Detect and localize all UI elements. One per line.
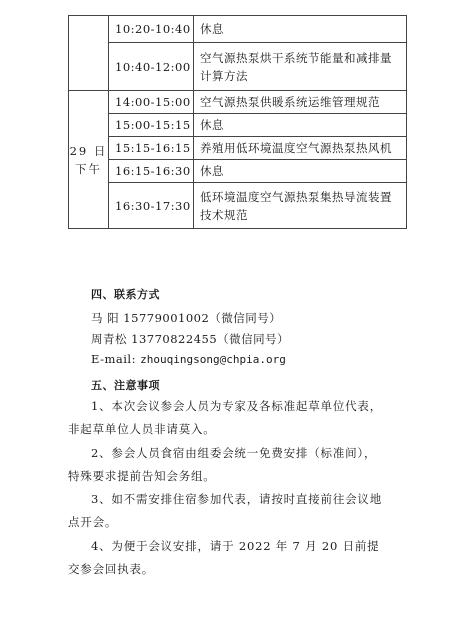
email-label: E-mail: <box>91 352 136 366</box>
time-cell: 14:00-15:00 <box>109 91 194 114</box>
time-cell: 16:30-17:30 <box>109 183 194 229</box>
topic-cell: 空气源热泵烘干系统节能量和减排量计算方法 <box>194 43 407 91</box>
email-link[interactable]: zhouqingsong@chpia.org <box>140 353 286 366</box>
time-cell: 10:40-12:00 <box>109 43 194 91</box>
table-row <box>69 16 407 43</box>
table-row <box>69 114 407 137</box>
time-cell: 10:20-10:40 <box>109 16 194 43</box>
topic-cell: 休息 <box>194 16 407 43</box>
table-row <box>69 43 407 91</box>
topic-cell: 低环境温度空气源热泵集热导流装置技术规范 <box>194 183 407 229</box>
time-cell: 15:15-16:15 <box>109 137 194 160</box>
topic-cell: 养殖用低环境温度空气源热泵热风机 <box>194 137 407 160</box>
period-label: 下午 <box>75 161 102 176</box>
topic-cell: 空气源热泵供暖系统运维管理规范 <box>194 91 407 114</box>
day-label: 29 日 <box>69 143 108 158</box>
note-item-1: 1、本次会议参会人员为专家及各标准起草单位代表，非起草单位人员非请莫入。 <box>68 399 383 436</box>
table-row <box>69 137 407 160</box>
schedule-table <box>68 15 407 229</box>
topic-cell: 休息 <box>194 114 407 137</box>
contact-person-1: 马 阳 15779001002（微信同号） <box>91 311 282 325</box>
contact-heading: 四、联系方式 <box>91 288 160 301</box>
table-row <box>69 183 407 229</box>
note-item-2: 2、参会人员食宿由组委会统一免费安排（标准间），特殊要求提前告知会务组。 <box>68 446 377 483</box>
day-cell-morning <box>69 16 109 91</box>
table-row <box>69 160 407 183</box>
contact-person-2: 周青松 13770822455（微信同号） <box>91 332 290 346</box>
time-cell: 15:00-15:15 <box>109 114 194 137</box>
note-item-3: 3、如不需安排住宿参加代表，请按时直接前往会议地点开会。 <box>68 492 383 529</box>
time-cell: 16:15-16:30 <box>109 160 194 183</box>
day-cell <box>69 91 109 229</box>
table-row <box>69 91 407 114</box>
notes-heading: 五、注意事项 <box>91 379 160 392</box>
topic-cell: 休息 <box>194 160 407 183</box>
contact-email-row <box>91 352 286 366</box>
note-item-4: 4、为便于会议安排，请于 2022 年 7 月 20 日前提交参会回执表。 <box>68 539 380 576</box>
